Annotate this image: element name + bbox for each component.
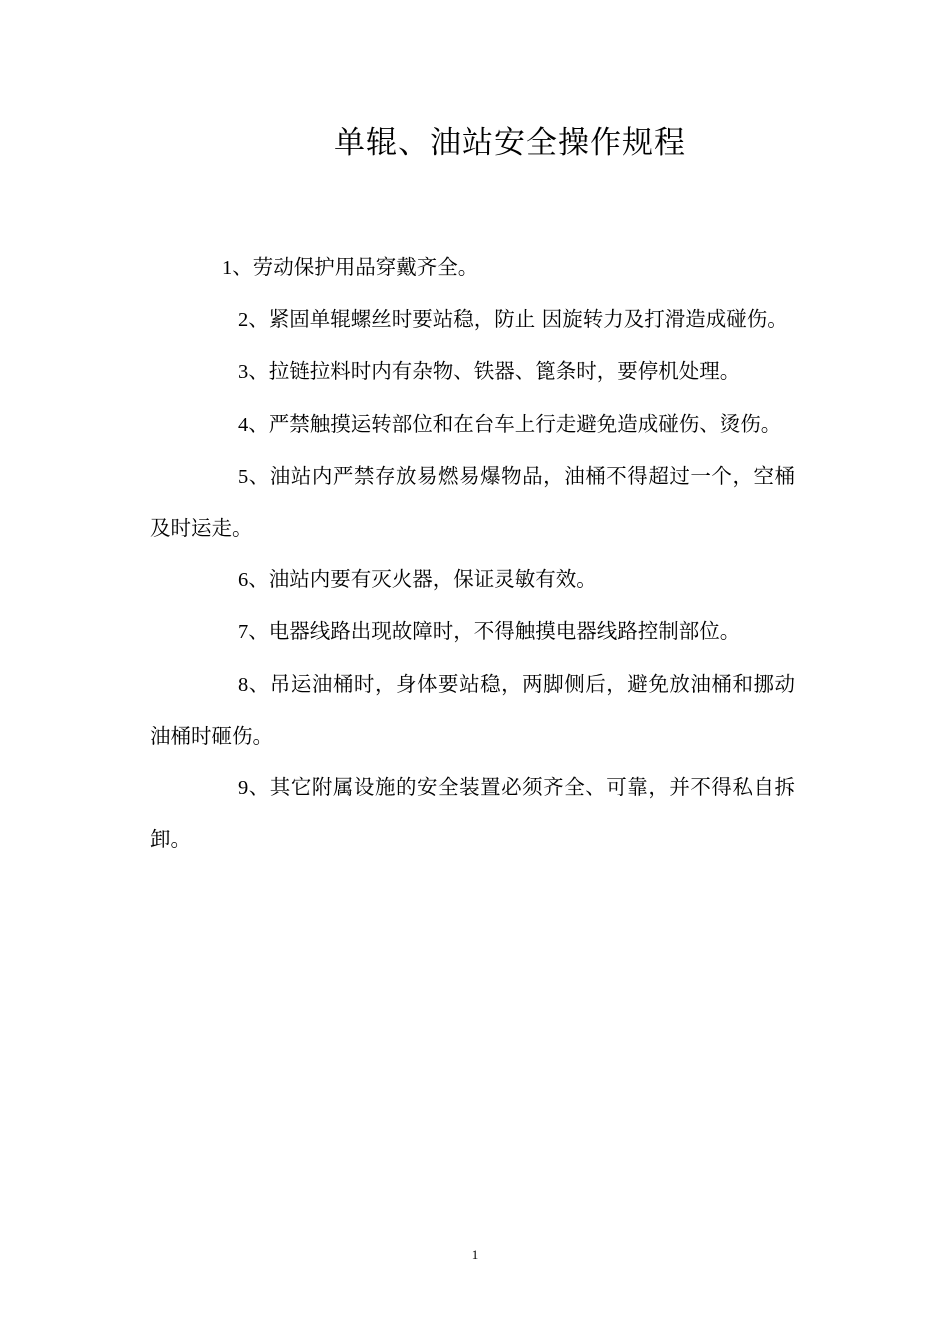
rule-number: 2 bbox=[238, 309, 249, 332]
rule-item-1 bbox=[150, 242, 795, 294]
rule-item-4 bbox=[150, 399, 795, 451]
rule-text: 、拉链拉料时内有杂物、铁器、篦条时，要停机处理。 bbox=[248, 359, 741, 384]
rule-item-8 bbox=[150, 659, 795, 762]
rule-item-7 bbox=[150, 606, 795, 658]
rule-number: 7 bbox=[238, 621, 249, 644]
rule-text: 、吊运油桶时，身体要站稳，两脚侧后，避免放油桶和挪动油桶时砸伤。 bbox=[150, 671, 795, 748]
rule-item-9 bbox=[150, 762, 795, 865]
rule-text: 、紧固单辊螺丝时要站稳，防止 因旋转力及打滑造成碰伤。 bbox=[248, 307, 788, 332]
document-body bbox=[150, 242, 795, 865]
rule-text: 、油站内要有灭火器，保证灵敏有效。 bbox=[248, 567, 597, 592]
rule-item-5 bbox=[150, 451, 795, 554]
rule-number: 9 bbox=[238, 777, 249, 800]
rule-item-2 bbox=[150, 294, 795, 346]
rule-text: 、电器线路出现故障时，不得触摸电器线路控制部位。 bbox=[248, 619, 741, 644]
rule-number: 3 bbox=[238, 361, 249, 384]
rule-text: 、劳动保护用品穿戴齐全。 bbox=[232, 255, 479, 279]
rule-item-3 bbox=[150, 346, 795, 398]
rule-text: 、其它附属设施的安全装置必须齐全、可靠，并不得私自拆卸。 bbox=[150, 775, 795, 852]
rule-number: 6 bbox=[238, 569, 249, 592]
rule-number: 5 bbox=[238, 465, 249, 488]
rule-text: 、油站内严禁存放易燃易爆物品，油桶不得超过一个，空桶及时运走。 bbox=[150, 463, 795, 541]
rule-number: 1 bbox=[222, 257, 233, 279]
document-title: 单辊、油站安全操作规程 bbox=[334, 125, 686, 161]
rule-number: 4 bbox=[238, 413, 249, 436]
rule-text: 、严禁触摸运转部位和在台车上行走避免造成碰伤、烫伤。 bbox=[248, 411, 782, 436]
page-number: 1 bbox=[471, 1247, 479, 1262]
rule-number: 8 bbox=[238, 673, 249, 696]
title-area bbox=[0, 0, 950, 200]
rule-item-6 bbox=[150, 554, 795, 606]
